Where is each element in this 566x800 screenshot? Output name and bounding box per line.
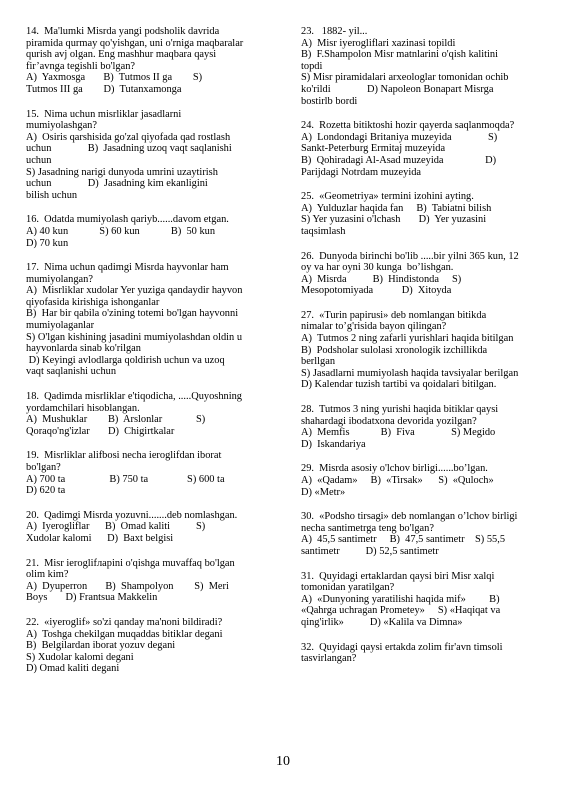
question-line: A) Tutmos 2 ning zafarli yurishlari haqida bitilgan bbox=[301, 333, 514, 345]
question-line: 18. Qadimda misrliklar e'tiqodicha, .....Quyoshning bbox=[26, 391, 243, 403]
question-block bbox=[26, 450, 284, 496]
question-line: Mesopotomiyada D) Xitoyda bbox=[301, 285, 452, 297]
question-line: tomonidan yaratilgan? bbox=[301, 582, 395, 594]
question-line: D) Kalendar tuzish tartibi va qoidalari bitilgan. bbox=[301, 379, 497, 391]
question-block bbox=[301, 463, 553, 498]
question-line: qurish avj olgan. Eng mashhur maqbara qaysi bbox=[26, 49, 217, 61]
question-line: S) Jasadning narigi dunyoda umrini uzaytirish bbox=[26, 166, 218, 178]
question-line: uchun bbox=[26, 154, 52, 166]
page-number: 10 bbox=[276, 754, 290, 769]
question-line: S) O'lgan kishining jasadini mumiyolashdan oldin u bbox=[26, 331, 243, 343]
question-line: 15. Nima uchun misrliklar jasadlarni bbox=[26, 108, 182, 120]
question-block bbox=[26, 109, 284, 202]
question-line: A) 45,5 santimetr B) 47,5 santimetr S) 55,5 bbox=[301, 534, 506, 546]
question-line: fir’avnga tegishli bo'lgan? bbox=[26, 60, 136, 72]
question-block bbox=[301, 310, 553, 391]
question-line: A) Yulduzlar haqida fan B) Tabiatni bilish bbox=[301, 202, 492, 214]
question-block bbox=[301, 404, 553, 450]
question-line: topdi bbox=[301, 60, 323, 72]
question-line: A) 700 ta B) 750 ta S) 600 ta bbox=[26, 473, 225, 485]
question-line: D) Iskandariya bbox=[301, 438, 366, 450]
question-line: 16. Odatda mumiyolash qariyb......davom etgan. bbox=[26, 214, 229, 226]
question-line: D) 70 kun bbox=[26, 237, 69, 249]
question-line: necha santimetrga teng bo'lgan? bbox=[301, 522, 434, 534]
question-line: 25. «Geometriya» termini izohini ayting. bbox=[301, 191, 474, 203]
question-line: S) Jasadlarni mumiyolash haqida tavsiyalar berilgan bbox=[301, 367, 519, 379]
question-line: Xudolar kalomi D) Baxt belgisi bbox=[26, 532, 174, 544]
question-line: 20. Qadimgi Misrda yozuvni.......deb nomlashgan. bbox=[26, 509, 238, 521]
question-line: Tutmos III ga D) Tutanxamonga bbox=[26, 83, 182, 95]
question-line: A) «Dunyoning yaratilishi haqida mif» B) bbox=[301, 593, 500, 605]
question-line: oy va har oyni 30 kunga bo’lishgan. bbox=[301, 262, 454, 274]
question-line: A) Londondagi Britaniya muzeyida S) bbox=[301, 131, 498, 143]
question-line: mumiyolaganlar bbox=[26, 320, 95, 332]
question-line: A) 40 kun S) 60 kun B) 50 kun bbox=[26, 225, 216, 237]
question-line: Boys D) Frantsua Makkelin bbox=[26, 592, 158, 604]
question-line: A) Yaxmosga B) Tutmos II ga S) bbox=[26, 72, 203, 84]
question-line: shahardagi ibodatxona devorida yozilgan? bbox=[301, 415, 477, 427]
question-line: 32. Quyidagi qaysi ertakda zolim fir'avn timsoli bbox=[301, 641, 503, 653]
question-line: S) Yer yuzasini o'lchash D) Yer yuzasini bbox=[301, 214, 487, 226]
question-block bbox=[301, 642, 553, 665]
question-line: A) Osiris qarshisida go'zal qiyofada qad rostlash bbox=[26, 131, 231, 143]
question-line: vaqt saqlanishi uchun bbox=[26, 366, 117, 378]
question-line: A) Misrda B) Hindistonda S) bbox=[301, 273, 462, 285]
question-block bbox=[26, 262, 284, 378]
question-line: 28. Tutmos 3 ning yurishi haqida bitiklar qaysi bbox=[301, 404, 499, 416]
question-line: uchun B) Jasadning uzoq vaqt saqlanishi bbox=[26, 143, 232, 155]
question-line: ko'rildi D) Napoleon Bonapart Misrga bbox=[301, 83, 494, 95]
question-line: mumiyolashgan? bbox=[26, 120, 97, 132]
question-line: A) Memfis B) Fiva S) Megido bbox=[301, 427, 496, 439]
question-line: tasvirlangan? bbox=[301, 653, 357, 665]
question-block bbox=[301, 120, 553, 178]
question-line: santimetr D) 52,5 santimetr bbox=[301, 545, 439, 557]
question-block bbox=[301, 511, 553, 557]
question-line: mumiyolangan? bbox=[26, 273, 93, 285]
question-block bbox=[301, 571, 553, 629]
question-line: S) Xudolar kalomi degani bbox=[26, 651, 134, 663]
question-line: 27. «Turin papirusi» deb nomlangan bitikda bbox=[301, 309, 487, 321]
question-line: piramida qurmay qo'yishgan, uni o'rniga maqbaralar bbox=[26, 37, 244, 49]
question-line: bostirlb bordi bbox=[301, 95, 358, 107]
question-line: 21. Misr ieroglifларini o'qishga muvaffaq bo'lgan bbox=[26, 557, 235, 569]
question-line: B) Qohiradagi Al-Asad muzeyida D) bbox=[301, 154, 497, 166]
question-line: qiyofasida kirishiga ishonganlar bbox=[26, 296, 160, 308]
question-line: D) Omad kaliti degani bbox=[26, 663, 120, 675]
question-line: A) Misrliklar xudolar Yer yuziga qandaydir hayvon bbox=[26, 285, 243, 297]
question-line: 23. 1882- yil... bbox=[301, 26, 368, 37]
question-line: yordamchilari hisoblangan. bbox=[26, 402, 140, 414]
question-block bbox=[26, 26, 284, 96]
question-line: «Qahrga uchragan Prometey» S) «Haqiqat va bbox=[301, 605, 501, 617]
question-line: 17. Nima uchun qadimgi Misrda hayvonlar ham bbox=[26, 262, 229, 274]
question-line: B) Podsholar sulolasi xronologik izchillikda bbox=[301, 344, 488, 356]
left-column bbox=[26, 26, 284, 688]
question-line: 29. Misrda asosiy o'lchov birligi......bo’lgan. bbox=[301, 463, 488, 475]
question-line: A) Misr iyerogliflari xazinasi topildi bbox=[301, 37, 456, 49]
right-column bbox=[301, 26, 553, 678]
question-line: A) Mushuklar B) Arslonlar S) bbox=[26, 414, 206, 426]
question-block bbox=[26, 617, 284, 675]
question-line: 26. Dunyoda birinchi bo'lib .....bir yilni 365 kun, 12 bbox=[301, 250, 519, 262]
question-block bbox=[301, 191, 553, 237]
question-line: nimalar to’g'risida bayon qilingan? bbox=[301, 321, 447, 333]
question-block bbox=[301, 26, 553, 107]
question-line: Parijdagi Notrdam muzeyida bbox=[301, 166, 422, 178]
question-line: D) 620 ta bbox=[26, 485, 66, 497]
question-block bbox=[26, 510, 284, 545]
question-line: bilish uchun bbox=[26, 189, 78, 201]
question-line: 22. «iyeroglif» so'zi qanday ma'noni bildiradi? bbox=[26, 616, 223, 628]
question-line: berllgan bbox=[301, 356, 336, 368]
question-line: B) Har bir qabila o'zining totemi bo'lgan hayvonni bbox=[26, 308, 239, 320]
question-line: qing'irlik» D) «Kalila va Dimna» bbox=[301, 616, 463, 628]
question-block bbox=[26, 558, 284, 604]
question-line: 14. Ma'lumki Misrda yangi podsholik davrida bbox=[26, 26, 220, 37]
question-line: S) Misr piramidalari arxeologlar tomonidan ochib bbox=[301, 72, 509, 84]
question-line: taqsimlash bbox=[301, 225, 346, 237]
question-line: A) «Qadam» B) «Tirsak» S) «Quloch» bbox=[301, 475, 494, 486]
question-line: A) Iyerogliflar B) Omad kaliti S) bbox=[26, 521, 206, 533]
question-line: D) Keyingi avlodlarga qoldirish uchun va uzoq bbox=[26, 354, 225, 366]
question-line: A) Toshga chekilgan muqaddas bitiklar degani bbox=[26, 628, 223, 640]
question-line: B) F.Shampolon Misr matnlarini o'qish kalitini bbox=[301, 49, 499, 61]
question-line: 30. «Podsho tirsagi» deb nomlangan o’lchov birligi bbox=[301, 511, 518, 523]
question-line: Sankt-Peterburg Ermitaj muzeyida bbox=[301, 143, 446, 155]
question-block bbox=[301, 251, 553, 297]
question-line: B) Belgilardan iborat yozuv degani bbox=[26, 640, 176, 652]
question-line: D) «Metr» bbox=[301, 486, 346, 498]
question-line: hayvonlarda sinab ko'rilgan bbox=[26, 343, 141, 355]
question-line: 24. Rozetta bitiktoshi hozir qayerda saqlanmoqda? bbox=[301, 120, 515, 132]
question-line: Qoraqo'ng'izlar D) Chigirtkalar bbox=[26, 425, 175, 437]
question-block bbox=[26, 214, 284, 249]
question-line: A) Dyuperron B) Shampolyon S) Meri bbox=[26, 580, 229, 592]
question-line: uchun D) Jasadning kim ekanligini bbox=[26, 178, 208, 190]
question-block bbox=[26, 391, 284, 437]
question-line: 19. Misrliklar alifbosi necha ieroglifdan iborat bbox=[26, 450, 222, 462]
question-line: 31. Quyidagi ertaklardan qaysi biri Misr xalqi bbox=[301, 570, 495, 582]
question-line: olim kim? bbox=[26, 569, 69, 581]
question-line: bo'lgan? bbox=[26, 462, 61, 473]
